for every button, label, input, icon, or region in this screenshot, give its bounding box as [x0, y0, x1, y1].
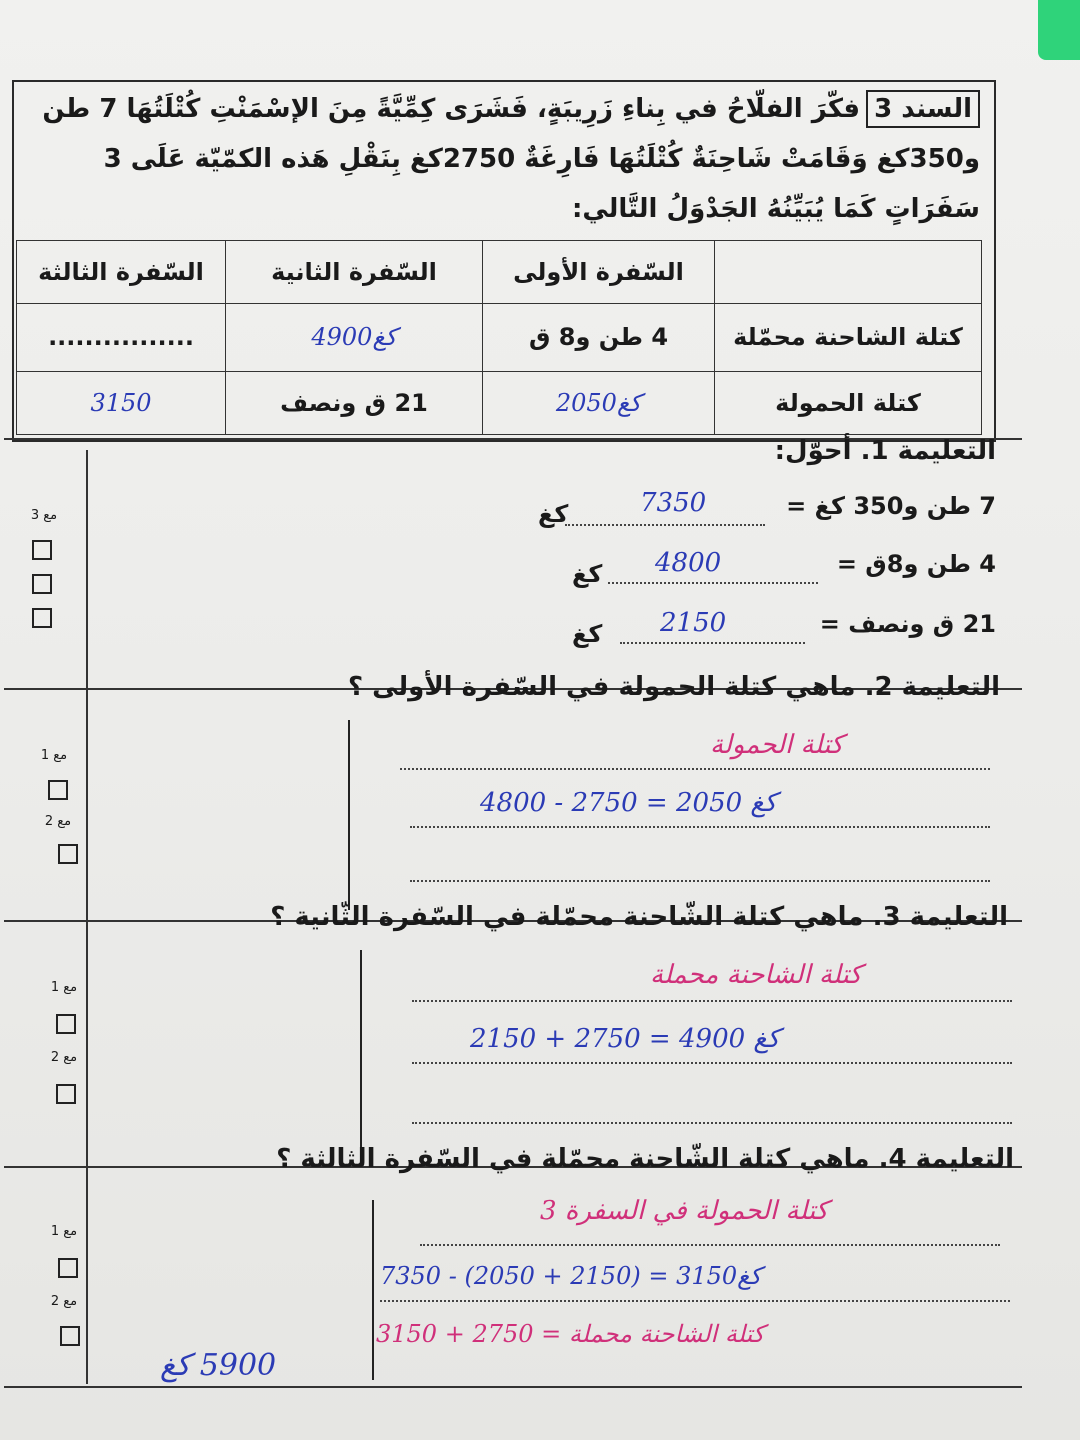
q2-answer-bar	[348, 720, 350, 910]
checkbox[interactable]	[60, 1326, 80, 1346]
answer-dots	[412, 1122, 1012, 1124]
checkbox[interactable]	[32, 608, 52, 628]
q4-criteria-2: مع 2	[50, 1294, 78, 1309]
answer-dots	[608, 582, 818, 584]
table-cell: 3150	[17, 371, 226, 434]
q3-criteria-2: مع 2	[50, 1050, 78, 1065]
answer-dots	[400, 768, 990, 770]
table-cell: كتلة الحمولة	[715, 371, 982, 434]
table-cell: 4 طن و8 ق	[483, 304, 715, 371]
q3-divider	[86, 920, 88, 1166]
table-row	[17, 304, 982, 371]
q4-answer-4: 5900 كغ	[160, 1348, 277, 1383]
q4-title: التعليمة 4. ماهي كتلة الشّاحنة محمّلة في السّفرة الثالثة ؟	[276, 1144, 1014, 1174]
q1-unit-3: كغ	[572, 620, 603, 648]
q4-answer-1: كتلة الحمولة في السفرة 3	[540, 1196, 829, 1226]
problem-text: فكّرَ الفلّاحُ في بِناءِ زَرِيبَةٍ، فَشَرَى كِمِّيَّةً مِنَ الإسْمَنْتِ كُتْلَتُهَا 7 طن و350كغ وَقَامَتْ شَاحِنَةٌ كُتْلَتُهَا فَارِغَةٌ 2750كغ بِنَقْلِ هَذه الكمّيّة عَلَى 3 سَفَرَاتٍ كَمَا يُبَيِّنُهُ الجَدْوَلُ التَّالي:	[42, 94, 980, 224]
q2-title: التعليمة 2. ماهي كتلة الحمولة في السّفرة الأولى ؟	[347, 672, 1000, 702]
checkbox[interactable]	[56, 1084, 76, 1104]
checkbox[interactable]	[56, 1014, 76, 1034]
table-header-cell	[715, 241, 982, 304]
table-cell: ................	[17, 304, 226, 371]
answer-dots	[380, 1300, 1010, 1302]
q2-criteria-1: مع 1	[40, 748, 68, 763]
green-tab	[1038, 0, 1080, 60]
q2-criteria-2: مع 2	[44, 814, 72, 829]
q1-line-1: 7 طن و350 كغ =	[786, 492, 996, 520]
table-cell: كتلة الشاحنة محمّلة	[715, 304, 982, 371]
problem-statement	[20, 84, 980, 234]
q4-answer-bar	[372, 1200, 374, 1380]
checkbox[interactable]	[58, 1258, 78, 1278]
q1-divider	[86, 450, 88, 688]
answer-dots	[410, 826, 990, 828]
answer-dots	[412, 1062, 1012, 1064]
table-header-cell: السّفرة الثالثة	[17, 241, 226, 304]
q2-answer-1: كتلة الحمولة	[710, 730, 844, 760]
q3-criteria-1: مع 1	[50, 980, 78, 995]
table-row	[17, 371, 982, 434]
answer-dots	[410, 880, 990, 882]
q1-unit-1: كغ	[538, 500, 569, 528]
q1-unit-2: كغ	[572, 560, 603, 588]
answer-dots	[565, 524, 765, 526]
q1-line-3: 21 ق ونصف =	[819, 610, 996, 638]
table-header-cell: السّفرة الأولى	[483, 241, 715, 304]
q1-line-2: 4 طن و8ق =	[836, 550, 996, 578]
q3-answer-2: كغ 4900 = 2750 + 2150	[470, 1024, 780, 1054]
problem-label: السند 3	[866, 90, 980, 128]
checkbox[interactable]	[48, 780, 68, 800]
q3-answer-bar	[360, 950, 362, 1155]
table-cell: كغ4900	[226, 304, 483, 371]
table-cell: 21 ق ونصف	[226, 371, 483, 434]
q4-answer-2: كغ3150 = (2150 + 2050) - 7350	[380, 1262, 762, 1290]
q1-answer-3: 2150	[660, 608, 727, 638]
table-header-row	[17, 241, 982, 304]
answer-dots	[412, 1000, 1012, 1002]
q3-title: التعليمة 3. ماهي كتلة الشّاحنة محمّلة في السّفرة الثّانية ؟	[270, 902, 1008, 932]
answer-dots	[420, 1244, 1000, 1246]
q4-answer-3: كتلة الشاحنة محملة = 2750 + 3150	[376, 1320, 765, 1348]
answer-dots	[620, 642, 805, 644]
trips-table	[16, 240, 982, 435]
q1-criteria: مع 3	[30, 508, 58, 523]
q1-answer-1: 7350	[640, 488, 707, 518]
checkbox[interactable]	[58, 844, 78, 864]
checkbox[interactable]	[32, 574, 52, 594]
table-header-cell: السّفرة الثانية	[226, 241, 483, 304]
q4-criteria-1: مع 1	[50, 1224, 78, 1239]
checkbox[interactable]	[32, 540, 52, 560]
q3-answer-1: كتلة الشاحنة محملة	[650, 960, 862, 990]
table-cell: كغ2050	[483, 371, 715, 434]
q2-answer-2: كغ 2050 = 2750 - 4800	[480, 788, 777, 818]
q4-divider	[86, 1166, 88, 1384]
q1-answer-2: 4800	[655, 548, 722, 578]
q2-divider	[86, 688, 88, 920]
q1-title: التعليمة 1. أحوّل:	[774, 436, 996, 466]
